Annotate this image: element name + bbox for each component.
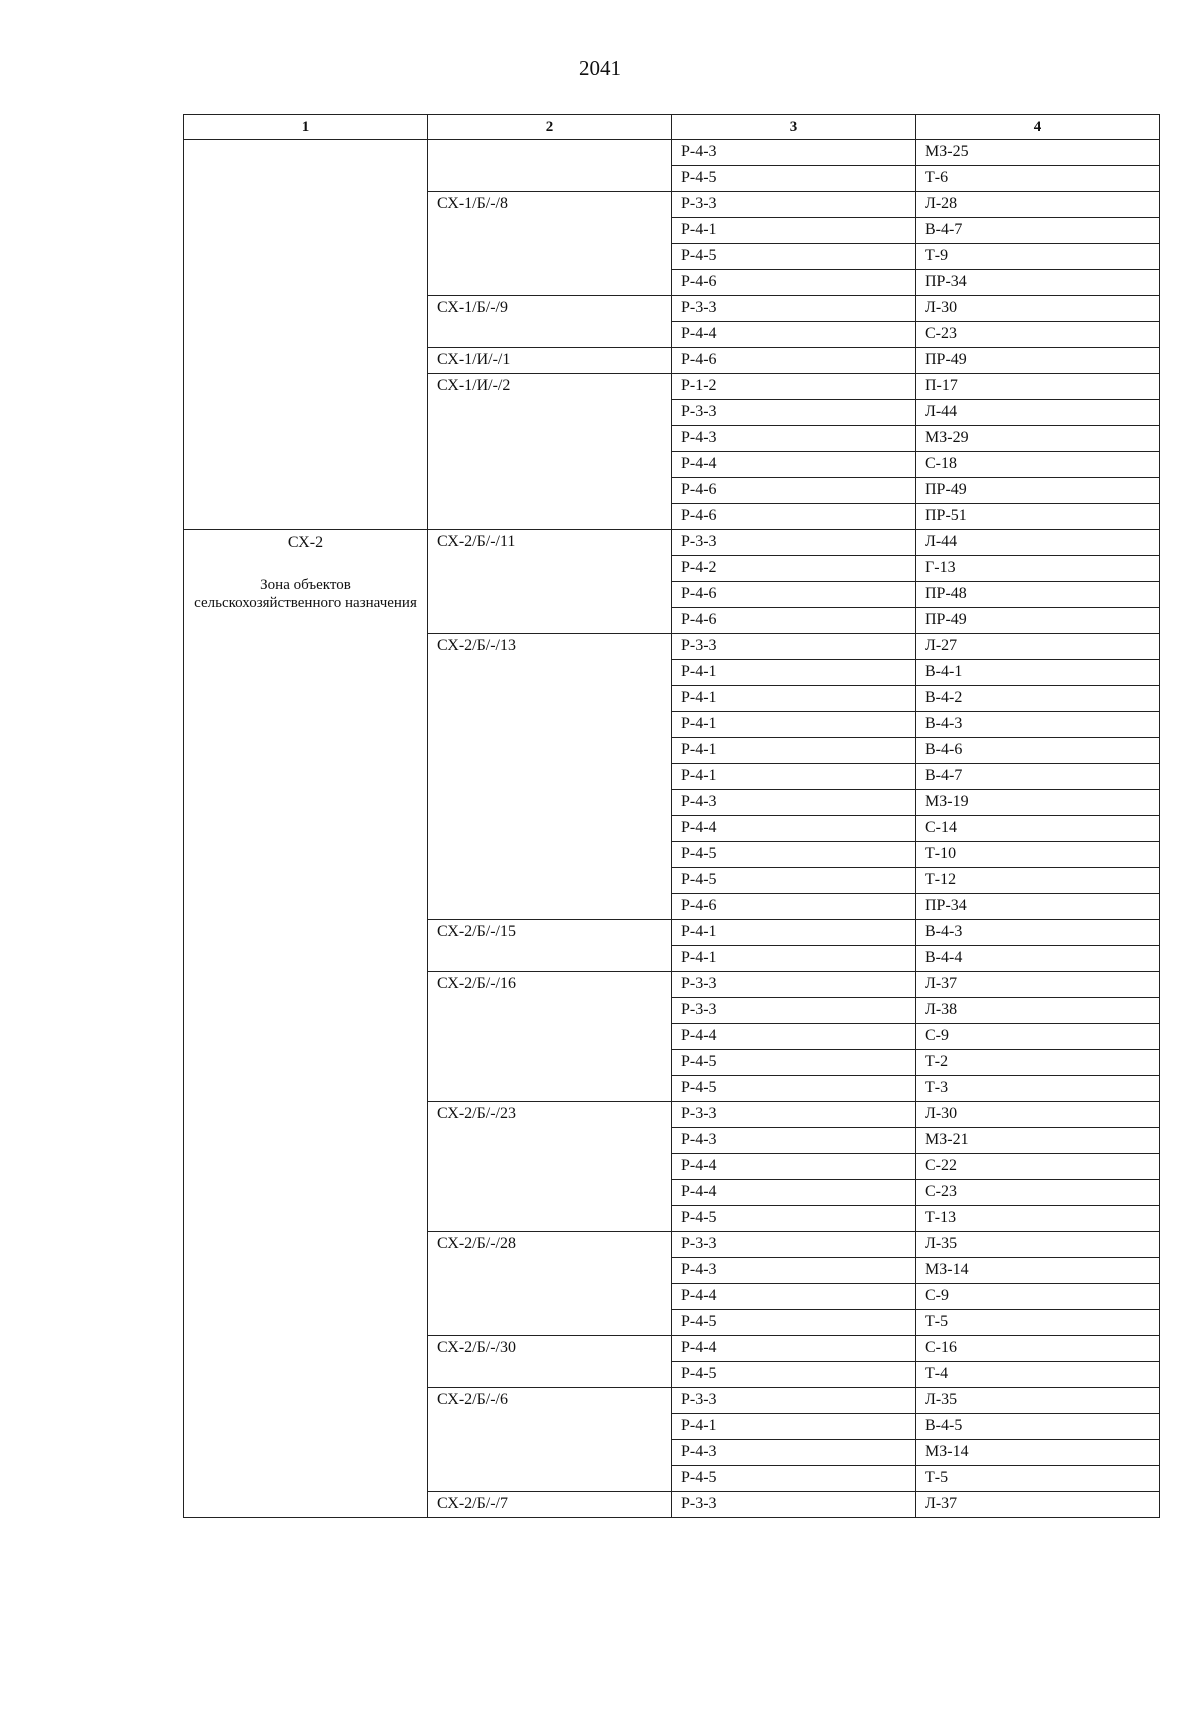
zones-table [183,114,1160,1518]
regulation-code: Р-4-6 [672,270,916,296]
object-code: В-4-7 [916,218,1160,244]
object-code: МЗ-14 [916,1258,1160,1284]
object-code: Л-35 [916,1388,1160,1414]
regulation-code: Р-4-1 [672,660,916,686]
regulation-code: Р-4-3 [672,1258,916,1284]
header-row [184,115,1160,140]
object-code: С-14 [916,816,1160,842]
regulation-code: Р-3-3 [672,1102,916,1128]
object-code: ПР-51 [916,504,1160,530]
regulation-code: Р-4-3 [672,426,916,452]
regulation-code: Р-4-1 [672,712,916,738]
column-header: 1 [184,115,428,140]
regulation-code: Р-4-1 [672,1414,916,1440]
object-code: ПР-49 [916,478,1160,504]
regulation-code: Р-4-5 [672,1076,916,1102]
regulation-code: Р-4-6 [672,478,916,504]
object-code: МЗ-25 [916,140,1160,166]
object-code: Л-44 [916,400,1160,426]
subzone-code: СХ-1/Б/-/8 [428,192,672,296]
object-code: В-4-2 [916,686,1160,712]
object-code: Л-38 [916,998,1160,1024]
regulation-code: Р-4-6 [672,608,916,634]
regulation-code: Р-4-3 [672,1440,916,1466]
table-row [184,530,1160,556]
object-code: Т-3 [916,1076,1160,1102]
column-header: 3 [672,115,916,140]
table-row [184,140,1160,166]
subzone-code: СХ-2/Б/-/23 [428,1102,672,1232]
regulation-code: Р-4-3 [672,140,916,166]
subzone-code [428,140,672,192]
regulation-code: Р-4-5 [672,1206,916,1232]
regulation-code: Р-4-6 [672,504,916,530]
object-code: ПР-34 [916,270,1160,296]
regulation-code: Р-3-3 [672,998,916,1024]
object-code: Т-5 [916,1310,1160,1336]
regulation-code: Р-4-4 [672,322,916,348]
object-code: С-22 [916,1154,1160,1180]
regulation-code: Р-4-5 [672,244,916,270]
regulation-code: Р-4-1 [672,218,916,244]
column-header: 2 [428,115,672,140]
object-code: Т-6 [916,166,1160,192]
regulation-code: Р-4-4 [672,1154,916,1180]
object-code: С-18 [916,452,1160,478]
object-code: В-4-6 [916,738,1160,764]
regulation-code: Р-3-3 [672,972,916,998]
object-code: ПР-48 [916,582,1160,608]
regulation-code: Р-4-4 [672,1336,916,1362]
regulation-code: Р-3-3 [672,1388,916,1414]
subzone-code: СХ-1/Б/-/9 [428,296,672,348]
object-code: Л-30 [916,1102,1160,1128]
object-code: В-4-4 [916,946,1160,972]
regulation-code: Р-4-3 [672,790,916,816]
regulation-code: Р-4-4 [672,1180,916,1206]
regulation-code: Р-3-3 [672,530,916,556]
regulation-code: Р-4-5 [672,166,916,192]
object-code: Л-37 [916,972,1160,998]
object-code: Л-37 [916,1492,1160,1518]
regulation-code: Р-3-3 [672,634,916,660]
object-code: В-4-3 [916,920,1160,946]
regulation-code: Р-4-5 [672,1310,916,1336]
regulation-code: Р-4-5 [672,1466,916,1492]
regulation-code: Р-4-5 [672,842,916,868]
object-code: Т-4 [916,1362,1160,1388]
object-code: Т-5 [916,1466,1160,1492]
object-code: МЗ-21 [916,1128,1160,1154]
object-code: ПР-49 [916,608,1160,634]
regulation-code: Р-3-3 [672,192,916,218]
object-code: С-9 [916,1284,1160,1310]
subzone-code: СХ-2/Б/-/11 [428,530,672,634]
object-code: Г-13 [916,556,1160,582]
regulation-code: Р-4-4 [672,1284,916,1310]
column-header: 4 [916,115,1160,140]
regulation-code: Р-3-3 [672,1492,916,1518]
object-code: С-23 [916,322,1160,348]
subzone-code: СХ-2/Б/-/15 [428,920,672,972]
object-code: Т-10 [916,842,1160,868]
regulation-code: Р-4-4 [672,452,916,478]
subzone-code: СХ-2/Б/-/16 [428,972,672,1102]
table-body [184,115,1160,1518]
object-code: МЗ-14 [916,1440,1160,1466]
object-code: Т-12 [916,868,1160,894]
zone-cell-empty [184,140,428,530]
regulation-code: Р-3-3 [672,296,916,322]
regulation-code: Р-4-4 [672,816,916,842]
object-code: С-23 [916,1180,1160,1206]
object-code: Т-9 [916,244,1160,270]
subzone-code: СХ-1/И/-/1 [428,348,672,374]
subzone-code: СХ-2/Б/-/6 [428,1388,672,1492]
regulation-code: Р-3-3 [672,400,916,426]
regulation-code: Р-4-1 [672,764,916,790]
subzone-code: СХ-2/Б/-/7 [428,1492,672,1518]
regulation-code: Р-4-1 [672,686,916,712]
zone-code: СХ-2 [287,534,324,551]
regulation-code: Р-1-2 [672,374,916,400]
object-code: МЗ-19 [916,790,1160,816]
object-code: Л-30 [916,296,1160,322]
object-code: Л-27 [916,634,1160,660]
object-code: ПР-34 [916,894,1160,920]
regulation-code: Р-4-2 [672,556,916,582]
object-code: В-4-3 [916,712,1160,738]
subzone-code: СХ-2/Б/-/28 [428,1232,672,1336]
object-code: С-9 [916,1024,1160,1050]
object-code: П-17 [916,374,1160,400]
object-code: Л-44 [916,530,1160,556]
object-code: Л-35 [916,1232,1160,1258]
regulation-code: Р-4-1 [672,738,916,764]
regulation-code: Р-4-6 [672,348,916,374]
regulation-code: Р-4-1 [672,920,916,946]
object-code: В-4-1 [916,660,1160,686]
subzone-code: СХ-1/И/-/2 [428,374,672,530]
regulation-code: Р-4-5 [672,868,916,894]
regulation-code: Р-4-3 [672,1128,916,1154]
regulation-code: Р-4-5 [672,1362,916,1388]
object-code: Т-13 [916,1206,1160,1232]
regulation-code: Р-4-6 [672,894,916,920]
object-code: В-4-7 [916,764,1160,790]
object-code: ПР-49 [916,348,1160,374]
zone-name: Зона объектов сельскохозяйственного назначения [194,577,417,611]
regulation-code: Р-4-1 [672,946,916,972]
object-code: МЗ-29 [916,426,1160,452]
object-code: С-16 [916,1336,1160,1362]
regulation-code: Р-4-6 [672,582,916,608]
zone-cell [184,530,428,1518]
subzone-code: СХ-2/Б/-/30 [428,1336,672,1388]
object-code: В-4-5 [916,1414,1160,1440]
object-code: Л-28 [916,192,1160,218]
regulation-code: Р-4-5 [672,1050,916,1076]
object-code: Т-2 [916,1050,1160,1076]
subzone-code: СХ-2/Б/-/13 [428,634,672,920]
page-number: 2041 [579,56,621,80]
regulation-code: Р-3-3 [672,1232,916,1258]
regulation-code: Р-4-4 [672,1024,916,1050]
